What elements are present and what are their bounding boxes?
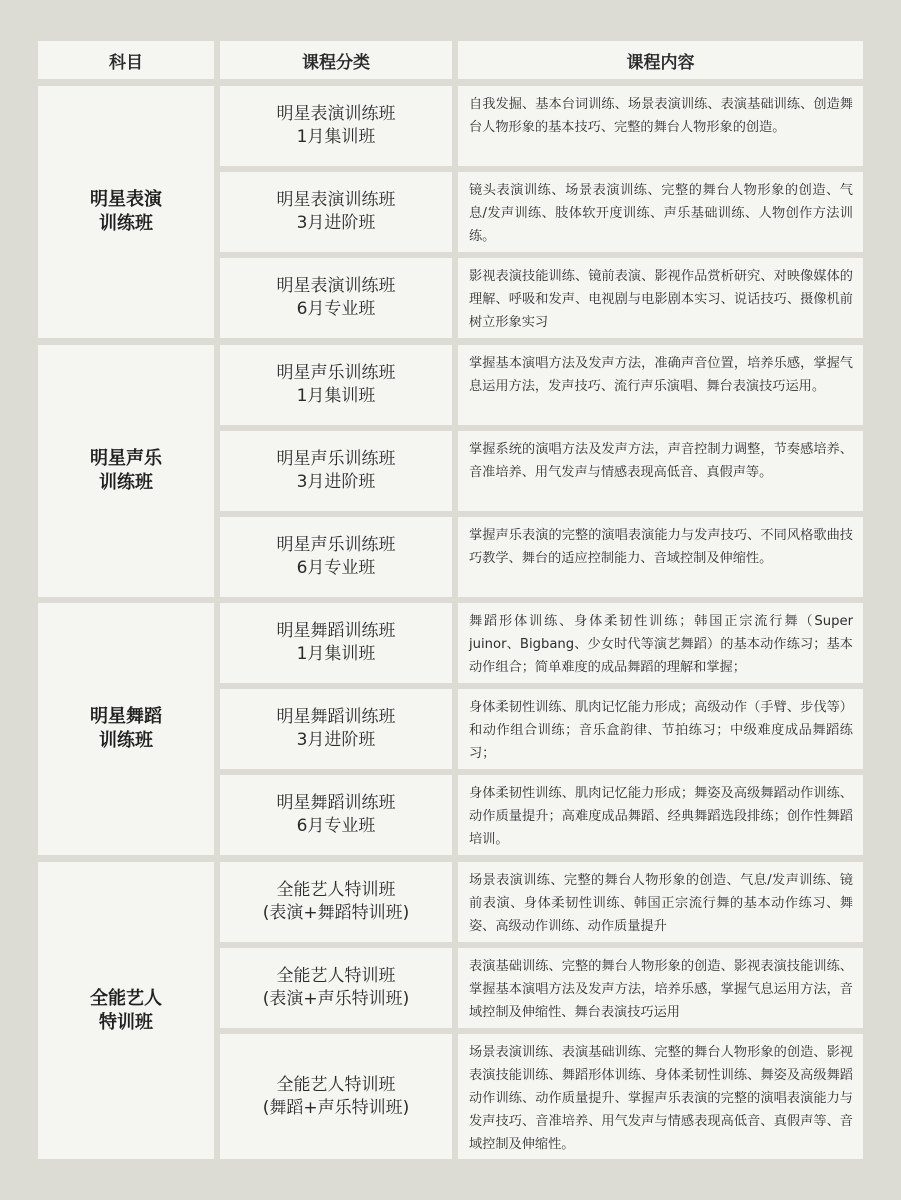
subject-cell: [38, 86, 214, 338]
category-term: 6月专业班: [296, 558, 376, 578]
category-term: 1月集训班: [296, 386, 376, 406]
subject-label: 训练班: [99, 472, 153, 493]
content-cell: 影视表演技能训练、镜前表演、影视作品赏析研究、对映像媒体的理解、呼吸和发声、电视剧与电影剧本实习、说话技巧、摄像机前树立形象实习: [458, 258, 863, 338]
category-name: 明星舞蹈训练班: [276, 707, 396, 727]
category-term: 3月进阶班: [296, 472, 376, 492]
category-cell: [220, 172, 452, 252]
subject-cell: [38, 862, 214, 1159]
content-cell: 场景表演训练、完整的舞台人物形象的创造、气息/发声训练、镜前表演、身体柔韧性训练、韩国正宗流行舞的基本动作练习、舞姿、高级动作训练、动作质量提升: [458, 862, 863, 942]
content-cell: 身体柔韧性训练、肌肉记忆能力形成；高级动作（手臂、步伐等）和动作组合训练；音乐盒韵律、节拍练习；中级难度成品舞蹈练习；: [458, 689, 863, 769]
content-cell: 掌握系统的演唱方法及发声方法，声音控制力调整，节奏感培养、音准培养、用气发声与情感表现高低音、真假声等。: [458, 431, 863, 511]
content-cell: 身体柔韧性训练、肌肉记忆能力形成；舞姿及高级舞蹈动作训练、动作质量提升；高难度成品舞蹈、经典舞蹈选段排练；创作性舞蹈培训。: [458, 775, 863, 855]
category-cell: [220, 345, 452, 425]
content-cell: 表演基础训练、完整的舞台人物形象的创造、影视表演技能训练、掌握基本演唱方法及发声方法，培养乐感，掌握气息运用方法，音域控制及伸缩性、舞台表演技巧运用: [458, 948, 863, 1028]
subject-cell: [38, 345, 214, 597]
subject-label: 全能艺人: [90, 987, 162, 1009]
category-name: 全能艺人特训班: [276, 1074, 396, 1095]
category-cell: [220, 86, 452, 166]
subject-label: 训练班: [99, 730, 153, 751]
category-cell: [220, 775, 452, 855]
subject-label: 特训班: [99, 1011, 153, 1033]
category-cell: [220, 431, 452, 511]
category-cell: [220, 258, 452, 338]
content-cell: 舞蹈形体训练、身体柔韧性训练；韩国正宗流行舞（Super juinor、Bigbang、少女时代等演艺舞蹈）的基本动作练习；基本动作组合；简单难度的成品舞蹈的理解和掌握；: [458, 603, 863, 683]
category-name: 明星声乐训练班: [276, 535, 396, 555]
category-term: 3月进阶班: [296, 730, 376, 750]
subject-label: 明星舞蹈: [90, 706, 162, 727]
category-name: 全能艺人特训班: [276, 880, 396, 900]
category-term: (表演+声乐特训班): [262, 989, 410, 1009]
header-category: 课程分类: [220, 41, 452, 79]
category-cell: [220, 603, 452, 683]
category-cell: [220, 948, 452, 1028]
category-name: 明星舞蹈训练班: [276, 621, 396, 641]
category-term: 3月进阶班: [296, 213, 376, 233]
category-name: 明星舞蹈训练班: [276, 793, 396, 813]
category-term: (表演+舞蹈特训班): [262, 903, 410, 923]
content-cell: 掌握基本演唱方法及发声方法，准确声音位置，培养乐感，掌握气息运用方法，发声技巧、流行声乐演唱、舞台表演技巧运用。: [458, 345, 863, 425]
category-term: 6月专业班: [296, 299, 376, 319]
category-name: 明星表演训练班: [276, 104, 396, 124]
category-name: 明星表演训练班: [276, 276, 396, 296]
category-term: 1月集训班: [296, 644, 376, 664]
category-term: 1月集训班: [296, 127, 376, 147]
subject-label: 训练班: [99, 213, 153, 234]
header-subject: 科目: [38, 41, 214, 79]
content-cell: 自我发掘、基本台词训练、场景表演训练、表演基础训练、创造舞台人物形象的基本技巧、完整的舞台人物形象的创造。: [458, 86, 863, 166]
subject-label: 明星声乐: [90, 448, 162, 469]
header-content: 课程内容: [458, 41, 863, 79]
content-cell: 掌握声乐表演的完整的演唱表演能力与发声技巧、不同风格歌曲技巧教学、舞台的适应控制能力、音域控制及伸缩性。: [458, 517, 863, 597]
category-cell: [220, 517, 452, 597]
category-name: 明星声乐训练班: [276, 449, 396, 469]
category-cell: [220, 862, 452, 942]
category-term: 6月专业班: [296, 816, 376, 836]
category-name: 明星表演训练班: [276, 190, 396, 210]
subject-cell: [38, 603, 214, 855]
category-cell: [220, 1034, 452, 1159]
category-name: 全能艺人特训班: [276, 966, 396, 986]
content-cell: 场景表演训练、表演基础训练、完整的舞台人物形象的创造、影视表演技能训练、舞蹈形体训练、身体柔韧性训练、舞姿及高级舞蹈动作训练、动作质量提升、掌握声乐表演的完整的演唱表演能力与发声技巧、音准培养、用气发声与情感表现高低音、真假声等、音域控制及伸缩性。: [458, 1034, 863, 1159]
content-cell: 镜头表演训练、场景表演训练、完整的舞台人物形象的创造、气息/发声训练、肢体软开度训练、声乐基础训练、人物创作方法训练。: [458, 172, 863, 252]
category-name: 明星声乐训练班: [276, 363, 396, 383]
category-cell: [220, 689, 452, 769]
category-term: (舞蹈+声乐特训班): [262, 1097, 410, 1118]
subject-label: 明星表演: [90, 189, 162, 210]
